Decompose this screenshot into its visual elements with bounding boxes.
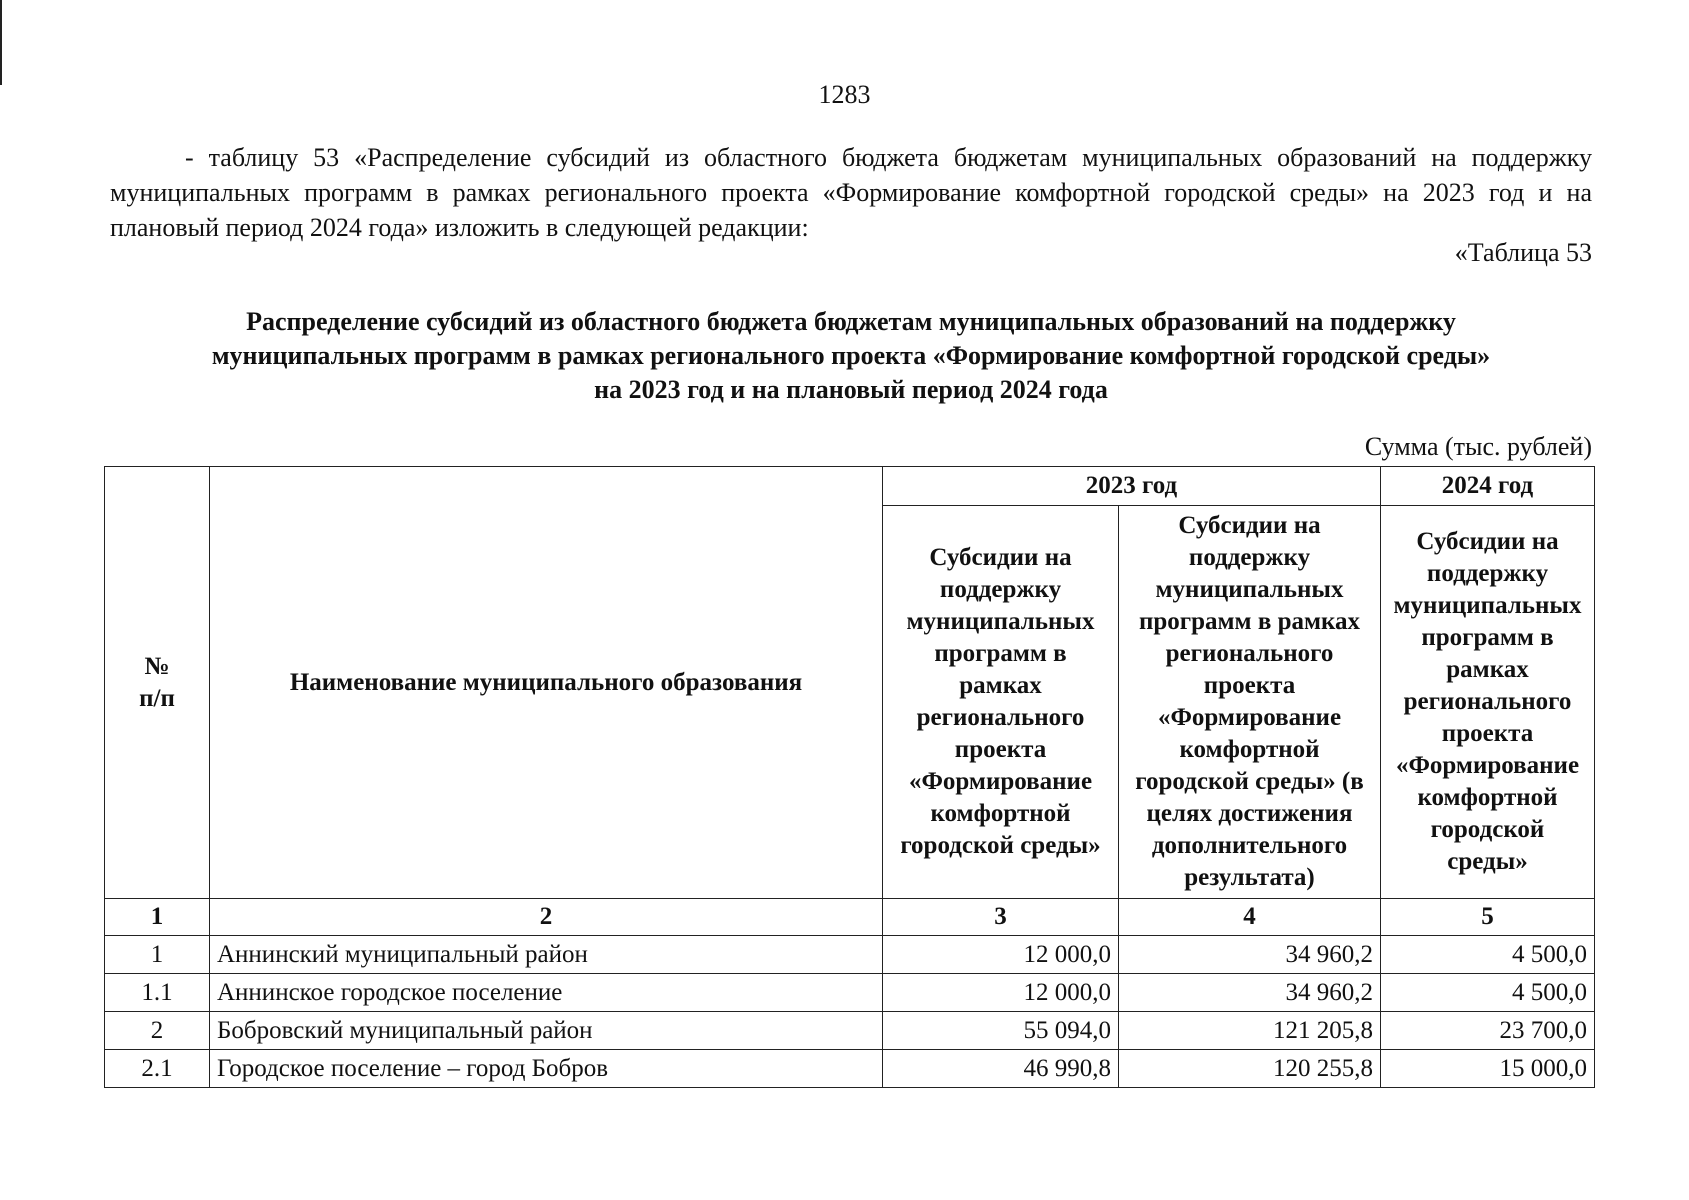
value-2024: 4 500,0 <box>1381 936 1595 974</box>
value-2023: 55 094,0 <box>883 1012 1119 1050</box>
value-2023-additional: 121 205,8 <box>1119 1012 1381 1050</box>
header-year-2024: 2024 год <box>1381 467 1595 506</box>
row-number: 1.1 <box>105 974 210 1012</box>
value-2024: 15 000,0 <box>1381 1050 1595 1088</box>
value-2023: 12 000,0 <box>883 936 1119 974</box>
value-2023-additional: 120 255,8 <box>1119 1050 1381 1088</box>
header-row-years <box>105 467 1595 506</box>
municipality-name: Аннинское городское поселение <box>210 974 883 1012</box>
header-row-column-numbers <box>105 899 1595 936</box>
table-title <box>110 305 1592 407</box>
municipality-name: Городское поселение – город Бобров <box>210 1050 883 1088</box>
row-number: 2 <box>105 1012 210 1050</box>
row-number: 1 <box>105 936 210 974</box>
column-number-3: 3 <box>883 899 1119 936</box>
header-col5: Субсидии на поддержку муниципальных программ в рамках регионального проекта «Формирование комфортной городской среды» <box>1381 506 1595 899</box>
municipality-name: Аннинский муниципальный район <box>210 936 883 974</box>
table-row <box>105 936 1595 974</box>
value-2023-additional: 34 960,2 <box>1119 936 1381 974</box>
table-reference: «Таблица 53 <box>1454 238 1592 267</box>
table-row <box>105 974 1595 1012</box>
page-number: 1283 <box>818 80 871 109</box>
header-col3: Субсидии на поддержку муниципальных программ в рамках регионального проекта «Формирование комфортной городской среды» <box>883 506 1119 899</box>
table-title-line-1: Распределение субсидий из областного бюджета бюджетам муниципальных образований на поддержку <box>246 307 1456 336</box>
value-2023: 12 000,0 <box>883 974 1119 1012</box>
table-row <box>105 1012 1595 1050</box>
column-number-4: 4 <box>1119 899 1381 936</box>
scan-edge-mark <box>0 0 2 85</box>
header-num-label: № п/п <box>139 652 175 712</box>
table-row <box>105 1050 1595 1088</box>
row-number: 2.1 <box>105 1050 210 1088</box>
municipality-name: Бобровский муниципальный район <box>210 1012 883 1050</box>
header-name: Наименование муниципального образования <box>210 467 883 899</box>
column-number-2: 2 <box>210 899 883 936</box>
units-label: Сумма (тыс. рублей) <box>1364 432 1592 461</box>
header-num <box>105 467 210 899</box>
subsidy-table <box>104 466 1595 1088</box>
intro-paragraph: - таблицу 53 «Распределение субсидий из областного бюджета бюджетам муниципальных образований на поддержку муниципальных программ в рамках регионального проекта «Формирование комфортной городской среды» на 2023 год и на плановый период 2024 года» изложить в следующей редакции: <box>110 143 1592 242</box>
column-number-1: 1 <box>105 899 210 936</box>
table-title-line-3: на 2023 год и на плановый период 2024 года <box>594 375 1108 404</box>
value-2024: 23 700,0 <box>1381 1012 1595 1050</box>
table-title-line-2: муниципальных программ в рамках регионального проекта «Формирование комфортной городской среды» <box>211 341 1491 370</box>
value-2024: 4 500,0 <box>1381 974 1595 1012</box>
column-number-5: 5 <box>1381 899 1595 936</box>
header-year-2023: 2023 год <box>883 467 1381 506</box>
value-2023-additional: 34 960,2 <box>1119 974 1381 1012</box>
header-col4: Субсидии на поддержку муниципальных программ в рамках регионального проекта «Формирование комфортной городской среды» (в целях достижения дополнительного результата) <box>1119 506 1381 899</box>
value-2023: 46 990,8 <box>883 1050 1119 1088</box>
